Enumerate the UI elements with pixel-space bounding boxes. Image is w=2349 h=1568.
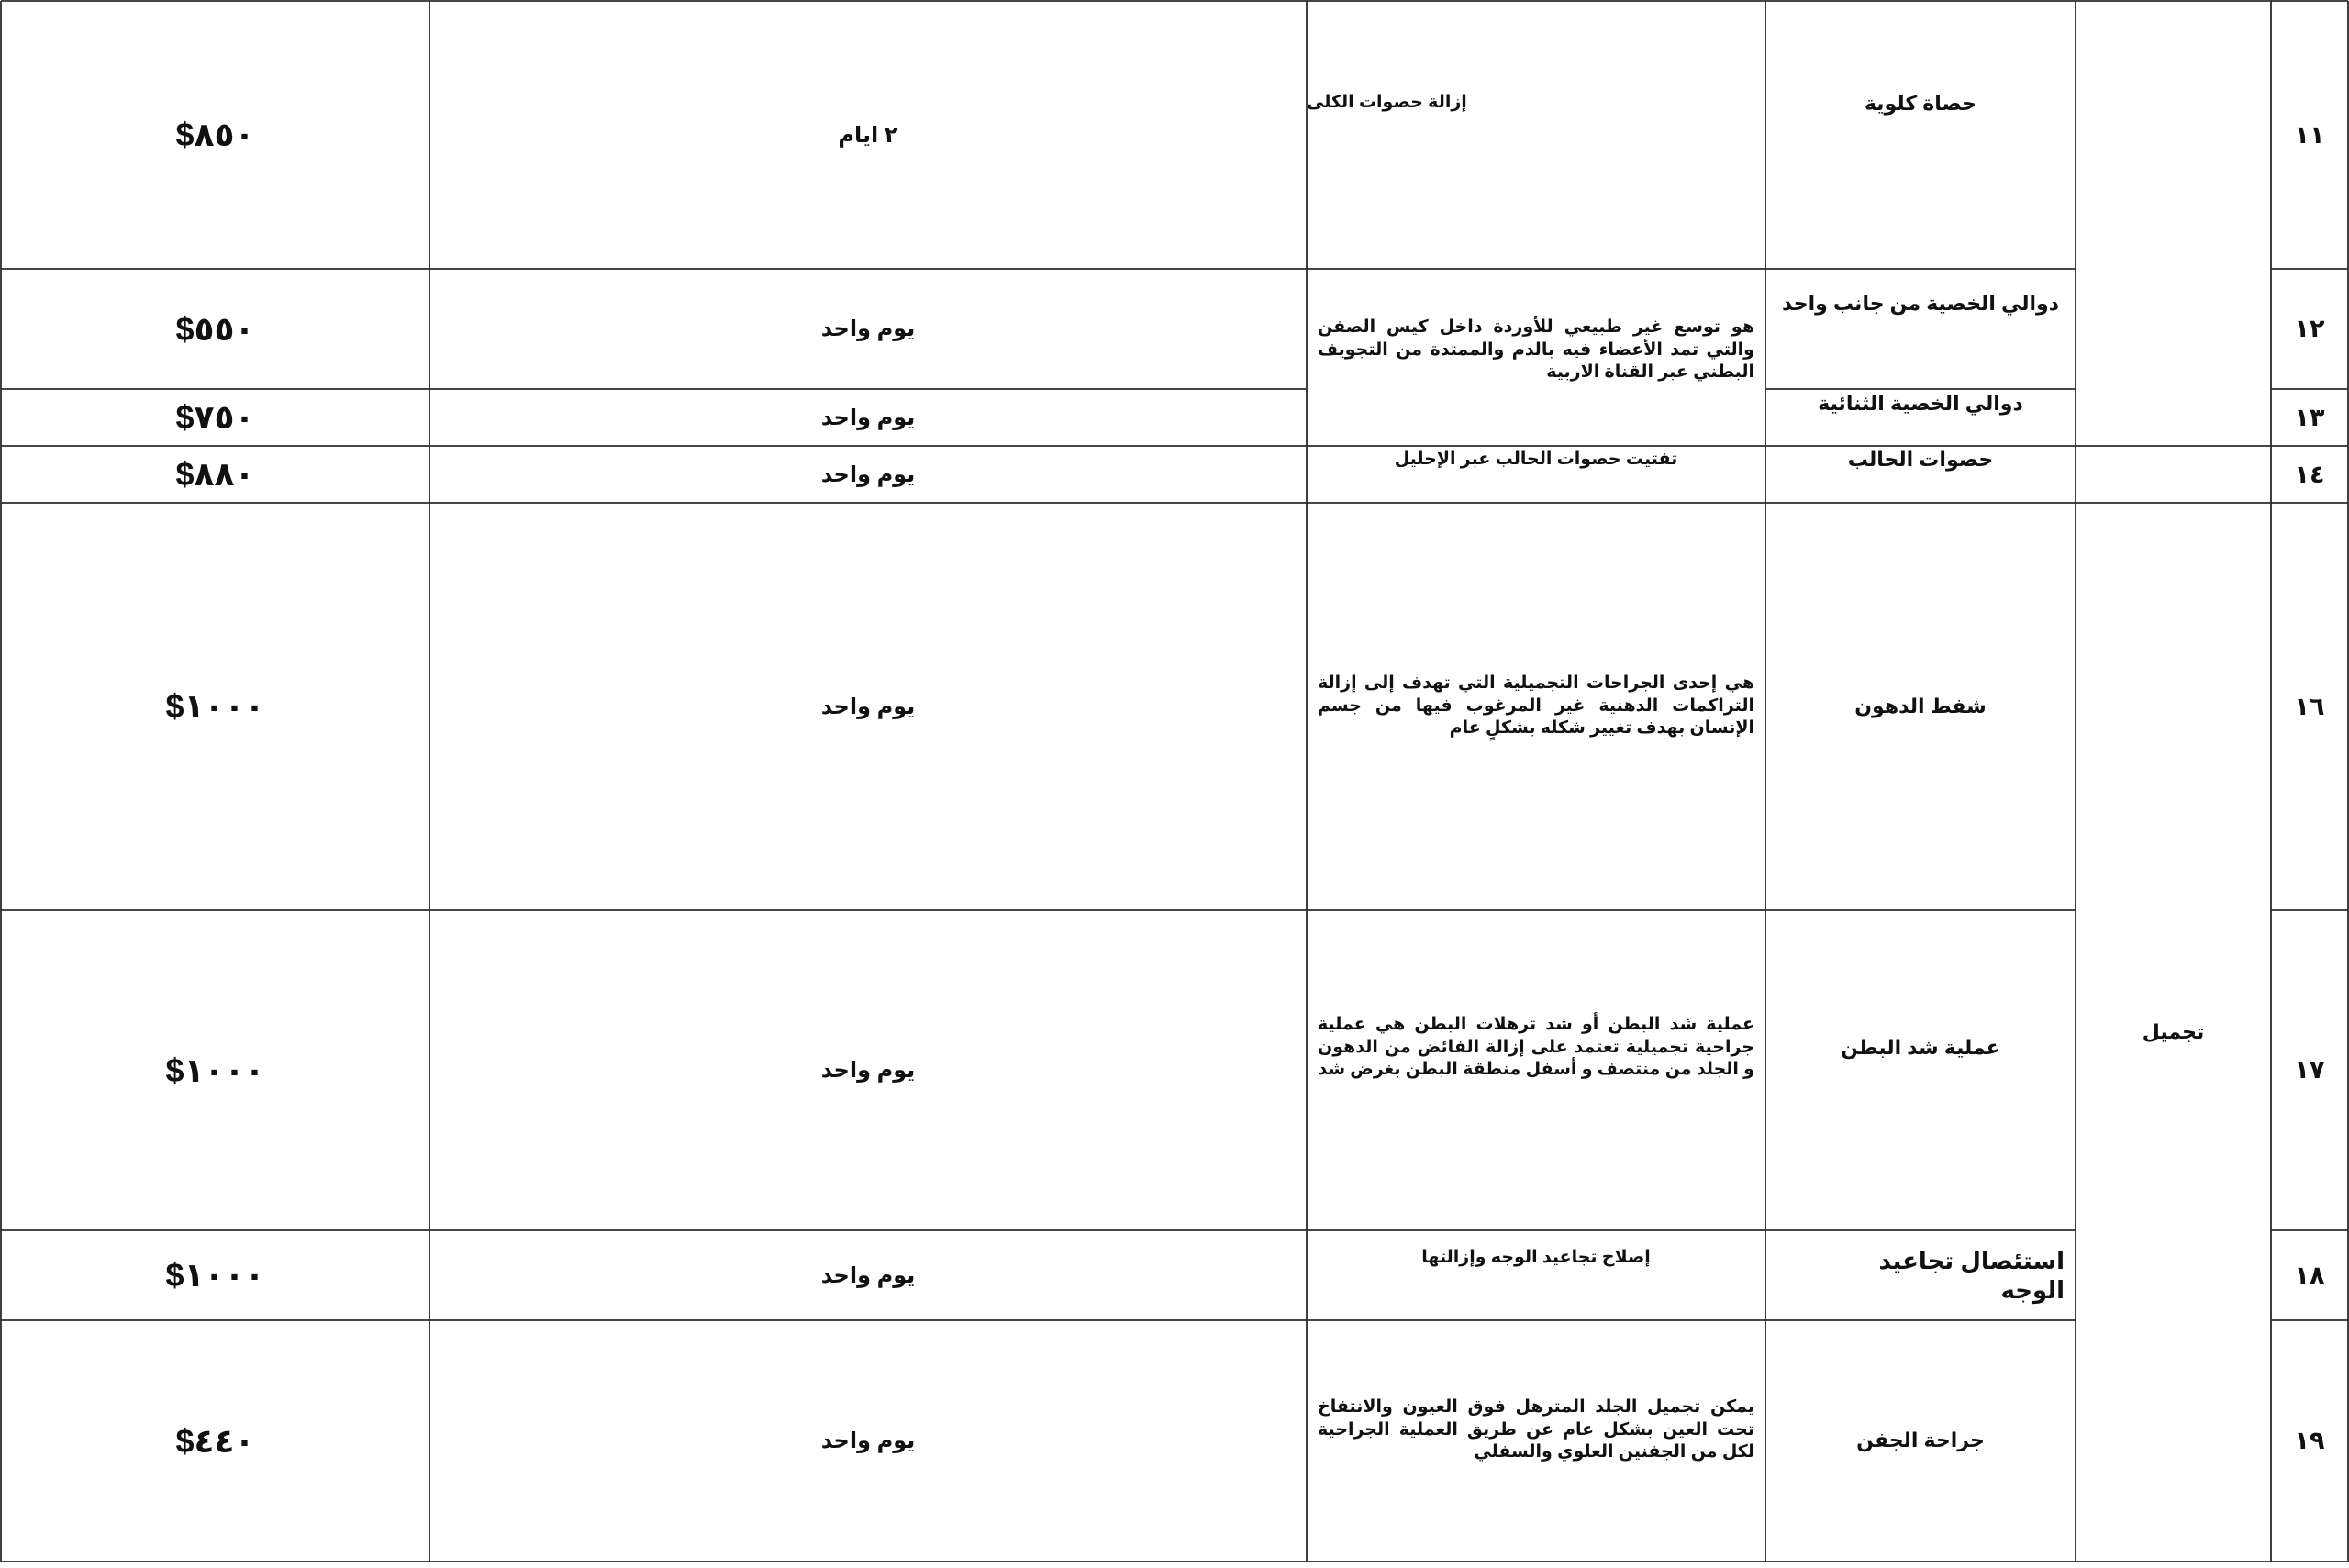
- procedure-description: إصلاح تجاعيد الوجه وإزالتها: [1421, 1247, 1651, 1267]
- procedure-description: إزالة حصوات الكلى: [1307, 93, 1467, 112]
- row-number: ١٤: [2294, 460, 2325, 488]
- row-number: ١١: [2294, 120, 2325, 149]
- price: $٧٥٠: [175, 398, 255, 436]
- procedure-name: عملية شد البطن: [1841, 1035, 2000, 1059]
- price: $٨٥٠: [175, 116, 255, 153]
- procedure-name: دوالي الخصية من جانب واحد: [1782, 292, 2059, 315]
- price: $٥٥٠: [175, 309, 255, 348]
- row-number: ١٢: [2294, 315, 2325, 342]
- procedure-name: حصاة كلوية: [1864, 92, 1977, 115]
- procedure-name: استئصال تجاعيد الوجه: [1878, 1246, 2065, 1304]
- duration: ٢ ايام: [838, 122, 898, 148]
- duration: يوم واحد: [820, 694, 916, 719]
- row-number: ١٨: [2294, 1261, 2325, 1289]
- procedure-description: هي إحدى الجراحات التجميلية التي تهدف إلى إزالة التراكمات الدهنية غير المرغوب فيها من جسم الإنسان بهدف تغيير شكله بشكلٍ عام: [1318, 673, 1754, 739]
- row-number: ١٣: [2294, 403, 2325, 431]
- procedure-description: عملية شد البطن أو شد ترهلات البطن هي عملية جراحية تجميلية تعتمد على إزالة الفائض من الدهون و الجلد من منتصف و أسفل منطقة البطن بغرض شد: [1318, 1014, 1754, 1080]
- row-number: ١٩: [2294, 1427, 2325, 1454]
- procedure-name: دوالي الخصية الثنائية: [1818, 391, 2023, 415]
- procedure-description: تفتيت حصوات الحالب عبر الإحليل: [1394, 449, 1678, 469]
- department-cell-empty: [2076, 1, 2271, 446]
- procedure-name: حصوات الحالب: [1847, 447, 1994, 471]
- price: $٨٨٠: [175, 455, 255, 493]
- row-number: ١٦: [2294, 692, 2325, 720]
- duration: يوم واحد: [820, 405, 916, 430]
- procedure-name: جراحة الجفن: [1856, 1429, 1985, 1452]
- duration: يوم واحد: [820, 462, 916, 487]
- department-label: تجميل: [2142, 1020, 2205, 1043]
- duration: يوم واحد: [820, 1262, 916, 1288]
- duration: يوم واحد: [820, 317, 916, 341]
- price: $١٠٠٠: [165, 687, 265, 725]
- duration: يوم واحد: [820, 1429, 916, 1453]
- price: $١٠٠٠: [165, 1256, 265, 1294]
- procedure-description: يمكن تجميل الجلد المترهل فوق العيون والانتفاخ تحت العين بشكل عام عن طريق العملية الجراحية لكل من الجفنين العلوي والسفلي: [1318, 1396, 1754, 1462]
- duration: يوم واحد: [820, 1058, 916, 1083]
- procedure-description: هو توسع غير طبيعي للأوردة داخل كيس الصفن والتي تمد الأعضاء فيه بالدم والممتدة من التجويف البطني عبر القناة الاربية: [1318, 317, 1754, 383]
- procedure-name: شفط الدهون: [1854, 694, 1987, 717]
- price: $١٠٠٠: [165, 1051, 265, 1089]
- row-number: ١٧: [2294, 1056, 2325, 1084]
- price: $٤٤٠: [175, 1421, 255, 1460]
